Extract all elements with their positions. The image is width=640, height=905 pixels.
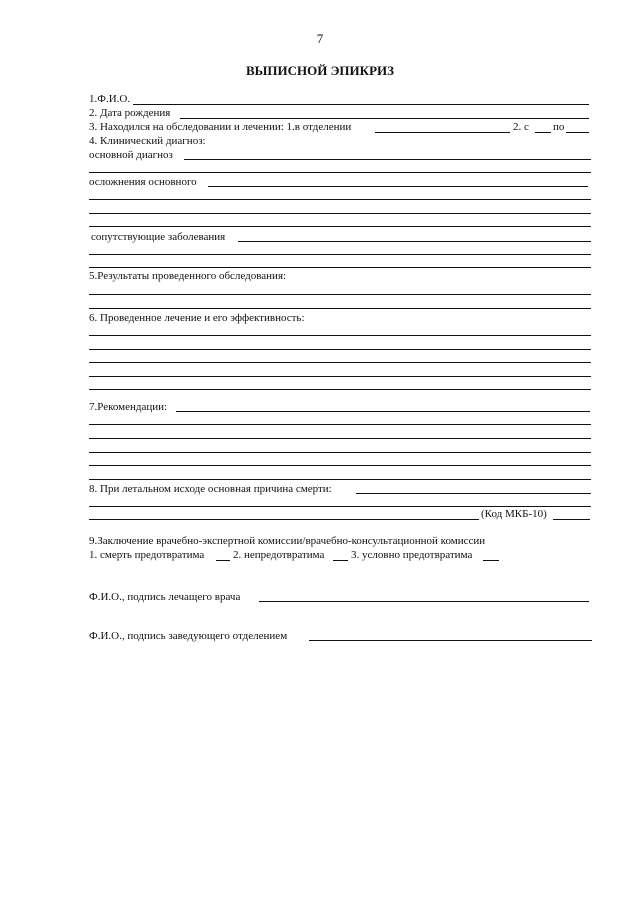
birth-date-label: 2. Дата рождения: [89, 107, 171, 119]
main-diagnosis-label: основной диагноз: [89, 149, 173, 161]
document-title: ВЫПИСНОЙ ЭПИКРИЗ: [245, 63, 394, 78]
death-cause-field[interactable]: [356, 493, 591, 494]
birth-date-field[interactable]: [180, 118, 589, 119]
head-signature-label: Ф.И.О., подпись заведующего отделением: [89, 630, 288, 642]
head-signature-field[interactable]: [309, 640, 592, 641]
stay-label: 3. Находился на обследовании и лечении: 1.в отделении: [89, 121, 352, 133]
exam-results-line[interactable]: [89, 294, 591, 295]
comorbidities-line[interactable]: [89, 254, 591, 255]
recommendations-line[interactable]: [89, 479, 591, 480]
recommendations-line[interactable]: [89, 465, 591, 466]
treatment-line[interactable]: [89, 362, 591, 363]
stay-from-label: 2. с: [513, 121, 529, 133]
recommendations-label: 7.Рекомендации:: [89, 401, 168, 413]
recommendations-line[interactable]: [89, 452, 591, 453]
complications-line[interactable]: [89, 213, 591, 214]
recommendations-line[interactable]: [89, 424, 591, 425]
comorbidities-field[interactable]: [238, 241, 591, 242]
icd-code-field[interactable]: [553, 519, 590, 520]
exam-results-line[interactable]: [89, 308, 591, 309]
exam-results-label: 5.Результаты проведенного обследования:: [89, 270, 287, 282]
treatment-line[interactable]: [89, 389, 591, 390]
department-field[interactable]: [375, 132, 510, 133]
fio-label: 1.Ф.И.О.: [89, 93, 131, 105]
recommendations-field[interactable]: [176, 411, 590, 412]
death-cause-label: 8. При летальном исходе основная причина смерти:: [89, 483, 332, 495]
option-conditional-label: 3. условно предотвратима: [351, 549, 473, 561]
stay-to-label: по: [553, 121, 565, 133]
complications-line[interactable]: [89, 199, 591, 200]
option-preventable-field[interactable]: [216, 560, 230, 561]
commission-label: 9.Заключение врачебно-экспертной комиссии/врачебно-консультационной комиссии: [89, 535, 486, 547]
icd-code-label: (Код МКБ-10): [481, 508, 547, 520]
fio-field[interactable]: [133, 104, 589, 105]
comorbidities-label: сопутствующие заболевания: [91, 231, 226, 243]
comorbidities-line[interactable]: [89, 267, 591, 268]
complications-label: осложнения основного: [89, 176, 197, 188]
complications-field[interactable]: [208, 186, 588, 187]
doctor-signature-field[interactable]: [259, 601, 589, 602]
stay-to-field[interactable]: [566, 132, 589, 133]
main-diagnosis-line[interactable]: [89, 172, 591, 173]
death-cause-line[interactable]: [89, 506, 591, 507]
main-diagnosis-field[interactable]: [184, 159, 591, 160]
recommendations-line[interactable]: [89, 438, 591, 439]
page-number: 7: [316, 31, 324, 46]
clinical-diagnosis-label: 4. Клинический диагноз:: [89, 135, 206, 147]
treatment-line[interactable]: [89, 376, 591, 377]
option-unpreventable-label: 2. непредотвратима: [233, 549, 325, 561]
treatment-line[interactable]: [89, 335, 591, 336]
stay-from-field[interactable]: [535, 132, 551, 133]
death-cause-line[interactable]: [89, 519, 479, 520]
doctor-signature-label: Ф.И.О., подпись лечащего врача: [89, 591, 241, 603]
treatment-line[interactable]: [89, 349, 591, 350]
option-conditional-field[interactable]: [483, 560, 499, 561]
option-unpreventable-field[interactable]: [333, 560, 348, 561]
treatment-label: 6. Проведенное лечение и его эффективность:: [89, 312, 305, 324]
complications-line[interactable]: [89, 226, 591, 227]
option-preventable-label: 1. смерть предотвратима: [89, 549, 205, 561]
